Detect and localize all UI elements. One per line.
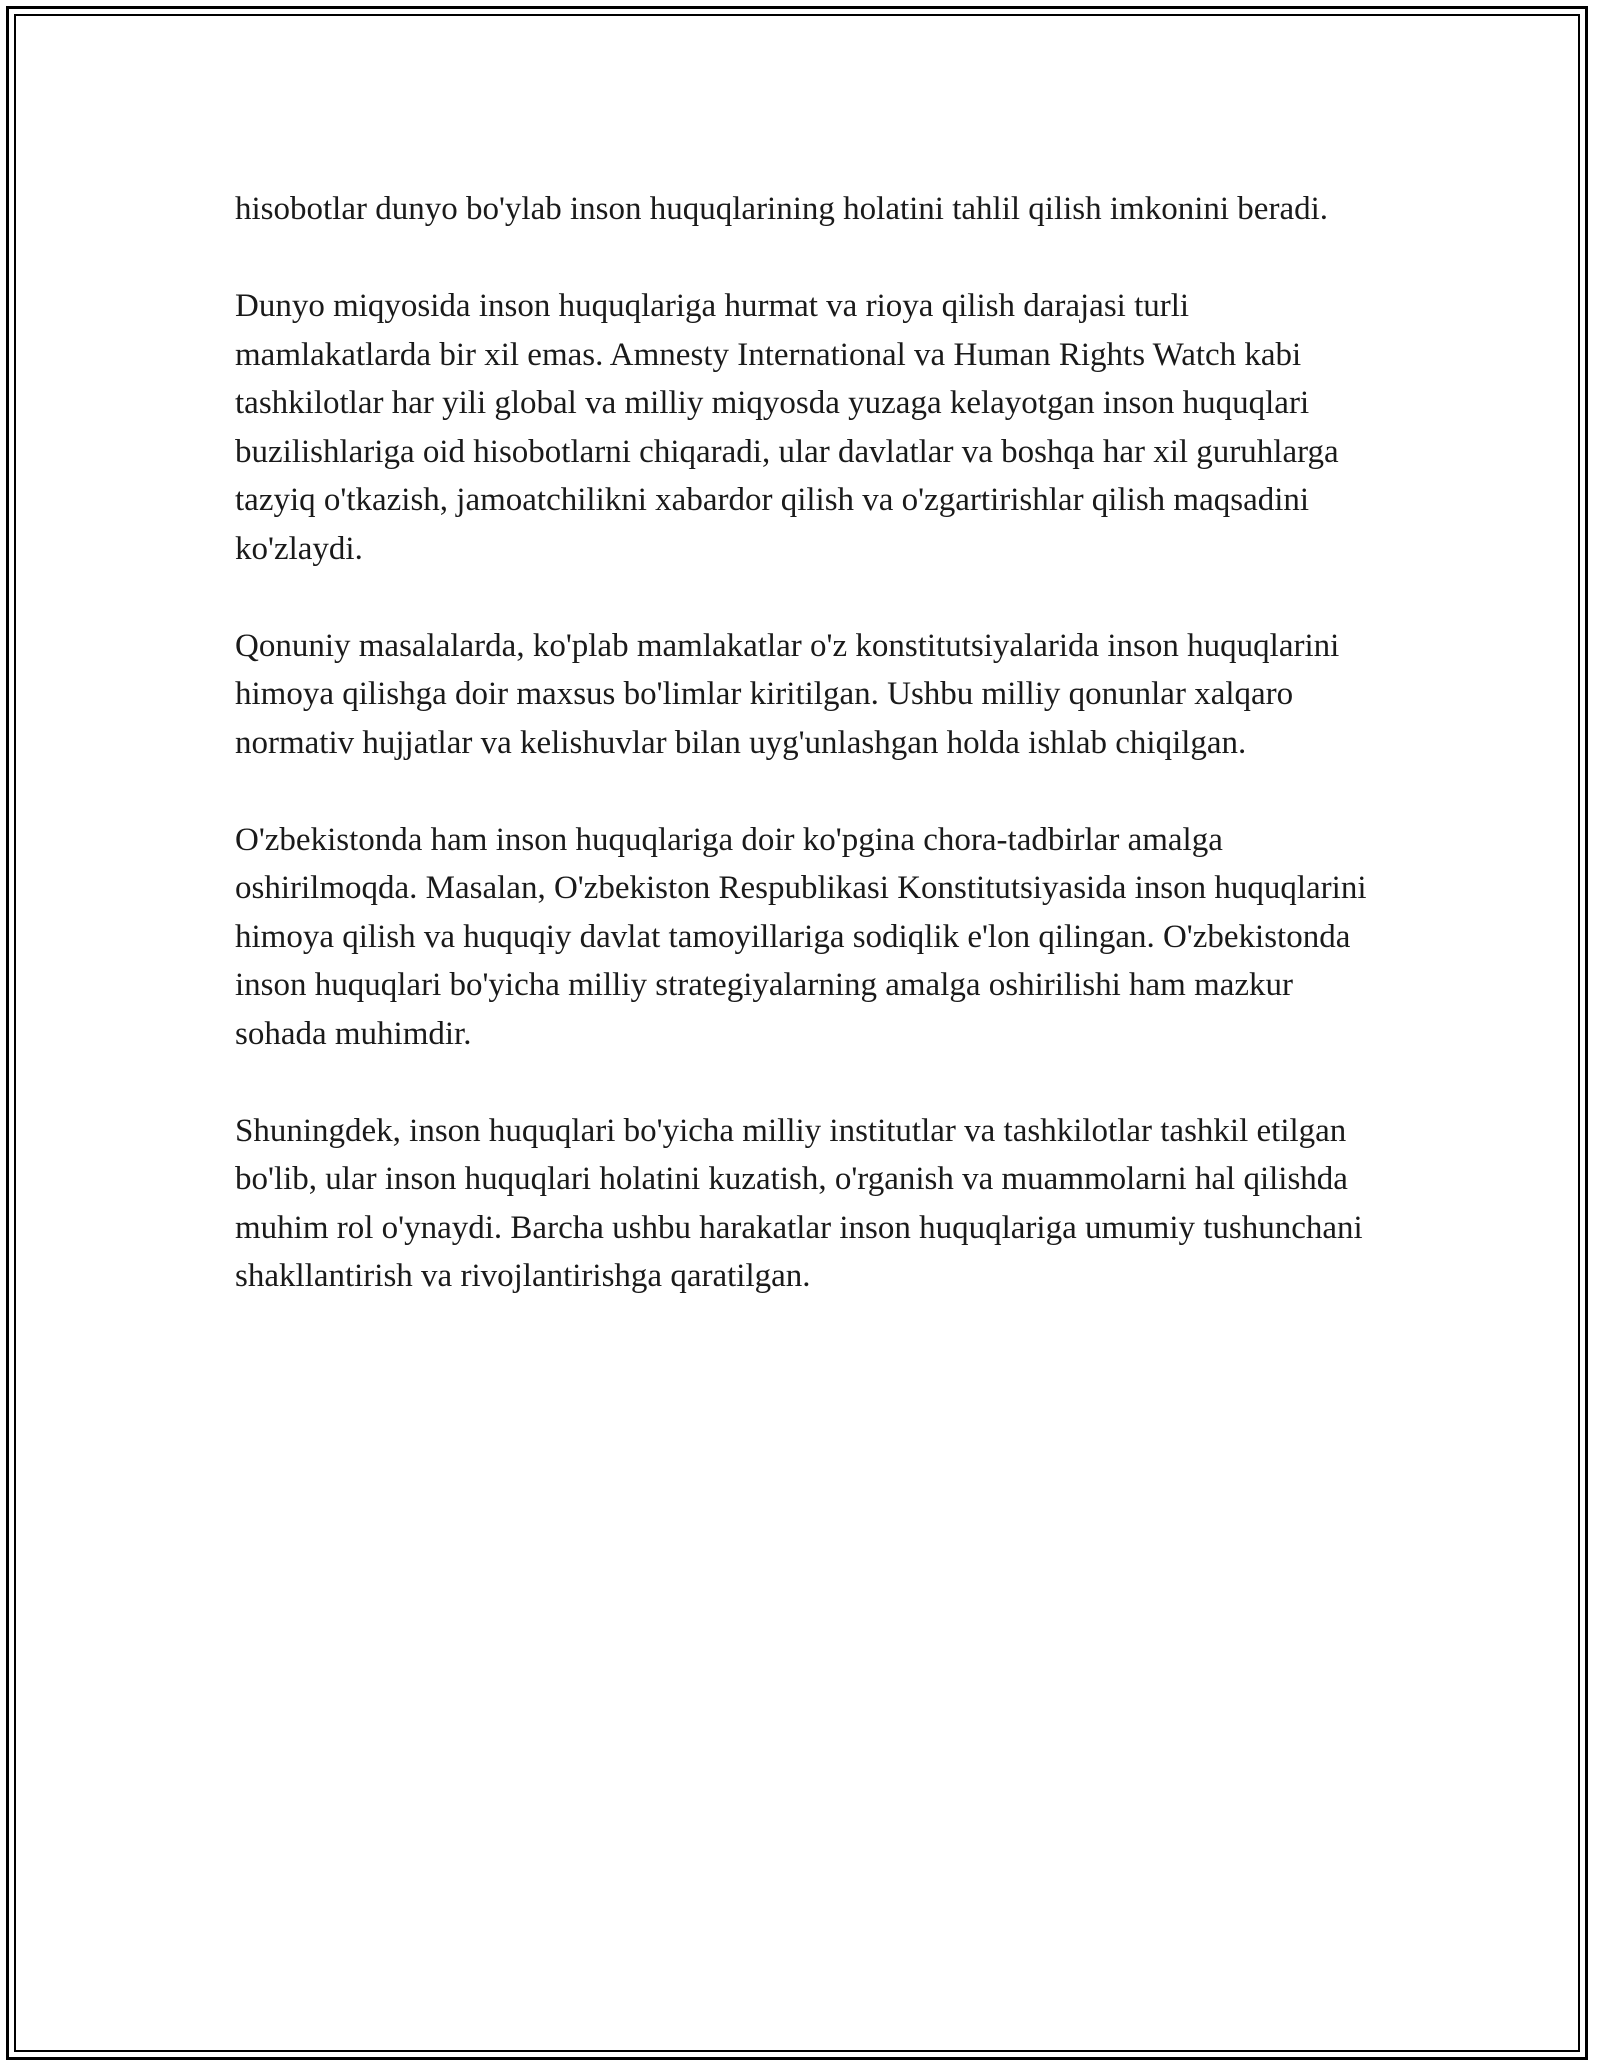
paragraph-4: O'zbekistonda ham inson huquqlariga doir ko'pgina chora-tadbirlar amalga oshirilmoqda. Masalan, O'zbekiston Respublikasi Konstitutsiyasida inson huquqlarini himoya qilish va huquqiy davlat tamoyillariga sodiqlik e'lon qilingan. O'zbekistonda inson huquqlari bo'yicha milliy strategiyalarning amalga oshirilishi ham mazkur sohada muhimdir. [235, 821, 1367, 1052]
paragraph-3: Qonuniy masalalarda, ko'plab mamlakatlar o'z konstitutsiyalarida inson huquqlarini himoya qilishga doir maxsus bo'limlar kiritilgan. Ushbu milliy qonunlar xalqaro normativ hujjatlar va kelishuvlar bilan uyg'unlashgan holda ishlab chiqilgan. [235, 627, 1340, 761]
paragraph-2: Dunyo miqyosida inson huquqlariga hurmat va rioya qilish darajasi turli mamlakatlarda bir xil emas. Amnesty International va Human Rights Watch kabi tashkilotlar har yili global va milliy miqyosda yuzaga kelayotgan inson huquqlari buzilishlariga oid hisobotlarni chiqaradi, ular davlatlar va boshqa har xil guruhlarga tazyiq o'tkazish, jamoatchilikni xabardor qilish va o'zgartirishlar qilish maqsadini ko'zlaydi. [235, 288, 1339, 567]
paragraph-5: Shuningdek, inson huquqlari bo'yicha milliy institutlar va tashkilotlar tashkil etilgan bo'lib, ular inson huquqlari holatini kuzatish, o'rganish va muammolarni hal qilishda muhim rol o'ynaydi. Barcha ushbu harakatlar inson huquqlariga umumiy tushunchani shakllantirish va rivojlantirishga qaratilgan. [235, 1112, 1363, 1294]
paragraph-1: hisobotlar dunyo bo'ylab inson huquqlarining holatini tahlil qilish imkonini beradi. [235, 191, 1329, 227]
document-body [235, 185, 1375, 1349]
